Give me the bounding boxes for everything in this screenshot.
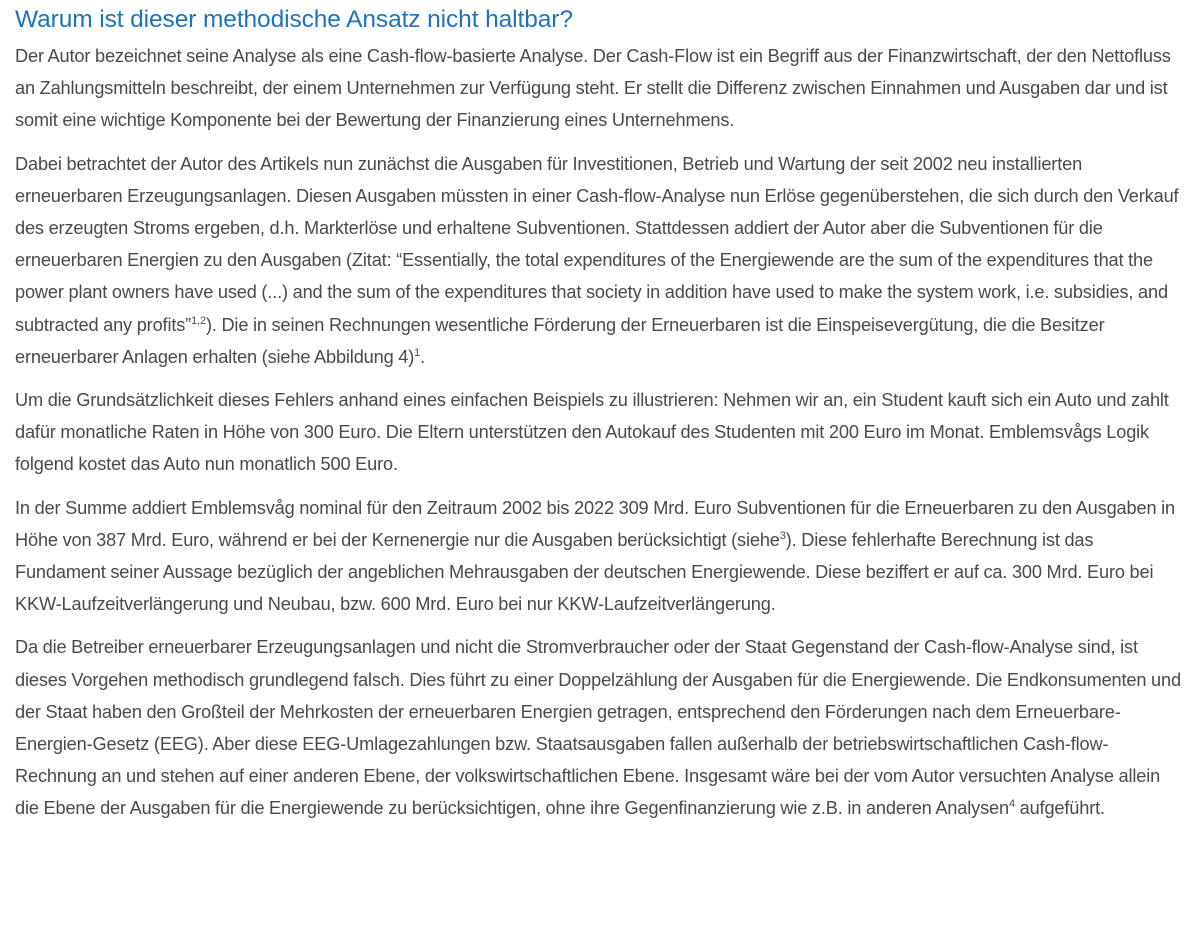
paragraph-text: aufgeführt.: [1014, 798, 1105, 819]
paragraph-cash-flow-definition: [15, 40, 1185, 137]
paragraph-text: In der Summe addiert Emblemsvåg nominal für den Zeitraum 2002 bis 2022 309 Mrd. Euro Subventionen für die Erneuerbaren zu den Ausgaben in Höhe von 387 Mrd. Euro, während er bei der Kernenergie nur die Ausgaben berücksichtigt (siehe: [15, 497, 1175, 550]
footnote-ref-1[interactable]: 1: [414, 346, 421, 359]
section-heading: Warum ist dieser methodische Ansatz nicht haltbar?: [15, 6, 573, 33]
paragraph-text: ). Diese fehlerhafte Berechnung ist das Fundament seiner Aussage bezüglich der angeblichen Mehrausgaben der deutschen Energiewende. Diese beziffert er auf ca. 300 Mrd. Euro bei KKW-Laufzeitverlängerung und Neubau, bzw. 600 Mrd. Euro bei nur KKW-Laufzeitverlängerung.: [15, 529, 1154, 615]
paragraph-text: Um die Grundsätzlichkeit dieses Fehlers anhand eines einfachen Beispiels zu illustrieren: Nehmen wir an, ein Student kauft sich ein Auto und zahlt dafür monatliche Raten in Höhe von 300 Euro. Die Eltern unterstützen den Autokauf des Studenten mit 200 Euro im Monat. Emblemsvågs Logik folgend kostet das Auto nun monatlich 500 Euro.: [15, 390, 1169, 475]
paragraph-text: Der Autor bezeichnet seine Analyse als eine Cash-flow-basierte Analyse. Der Cash-Flow ist ein Begriff aus der Finanzwirtschaft, der den Nettofluss an Zahlungsmitteln beschreibt, der einem Unternehmen zur Verfügung steht. Er stellt die Differenz zwischen Einnahmen und Ausgaben dar und ist somit eine wichtige Komponente bei der Bewertung der Finanzierung eines Unternehmens.: [15, 46, 1171, 131]
paragraph-text: Da die Betreiber erneuerbarer Erzeugungsanlagen und nicht die Stromverbraucher oder der Staat Gegenstand der Cash-flow-Analyse sind, ist dieses Vorgehen methodisch grundlegend falsch. Dies führt zu einer Doppelzählung der Ausgaben für die Energiewende. Die Endkonsumenten und der Staat haben den Großteil der Mehrkosten der erneuerbaren Energien getragen, entsprechend den Förderungen nach dem Erneuerbare-Energien-Gesetz (EEG). Aber diese EEG-Umlagezahlungen bzw. Staatsausgaben fallen außerhalb der betriebswirtschaftlichen Cash-flow-Rechnung an und stehen auf einer anderen Ebene, der volkswirtschaftlichen Ebene. Insgesamt wäre bei der vom Autor versuchten Analyse allein die Ebene der Ausgaben für die Energiewende zu berücksichtigen, ohne ihre Gegenfinanzierung wie z.B. in anderen Analysen: [15, 637, 1181, 819]
paragraph-author-method: [15, 148, 1185, 373]
footnote-ref-1-2[interactable]: 1,2: [191, 314, 206, 327]
paragraph-text: .: [420, 346, 426, 367]
paragraph-text: ). Die in seinen Rechnungen wesentliche Förderung der Erneuerbaren ist die Einspeisevergütung, die die Besitzer erneuerbarer Anlagen erhalten (siehe Abbildung 4): [15, 314, 1105, 367]
paragraph-text: Dabei betrachtet der Autor des Artikels nun zunächst die Ausgaben für Investitionen, Betrieb und Wartung der seit 2002 neu installierten erneuerbaren Erzeugungsanlagen. Diesen Ausgaben müssten in einer Cash-flow-Analyse nun Erlöse gegenüberstehen, die sich durch den Verkauf des erzeugten Stroms ergeben, d.h. Markterlöse und erhaltene Subventionen. Stattdessen addiert der Autor aber die Subventionen für die erneuerbaren Energien zu den Ausgaben (Zitat: “Essentially, the total expenditures of the Energiewende are the sum of the expenditures that the power plant owners have used (...) and the sum of the expenditures that society in addition have used to make the system work, i.e. subsidies, and subtracted any profits”: [15, 153, 1179, 335]
footnote-ref-4[interactable]: 4: [1008, 798, 1015, 811]
paragraph-conclusion: [15, 631, 1185, 824]
paragraph-student-example: [15, 384, 1185, 481]
footnote-ref-3[interactable]: 3: [779, 529, 786, 542]
paragraph-sum-figures: [15, 492, 1185, 621]
